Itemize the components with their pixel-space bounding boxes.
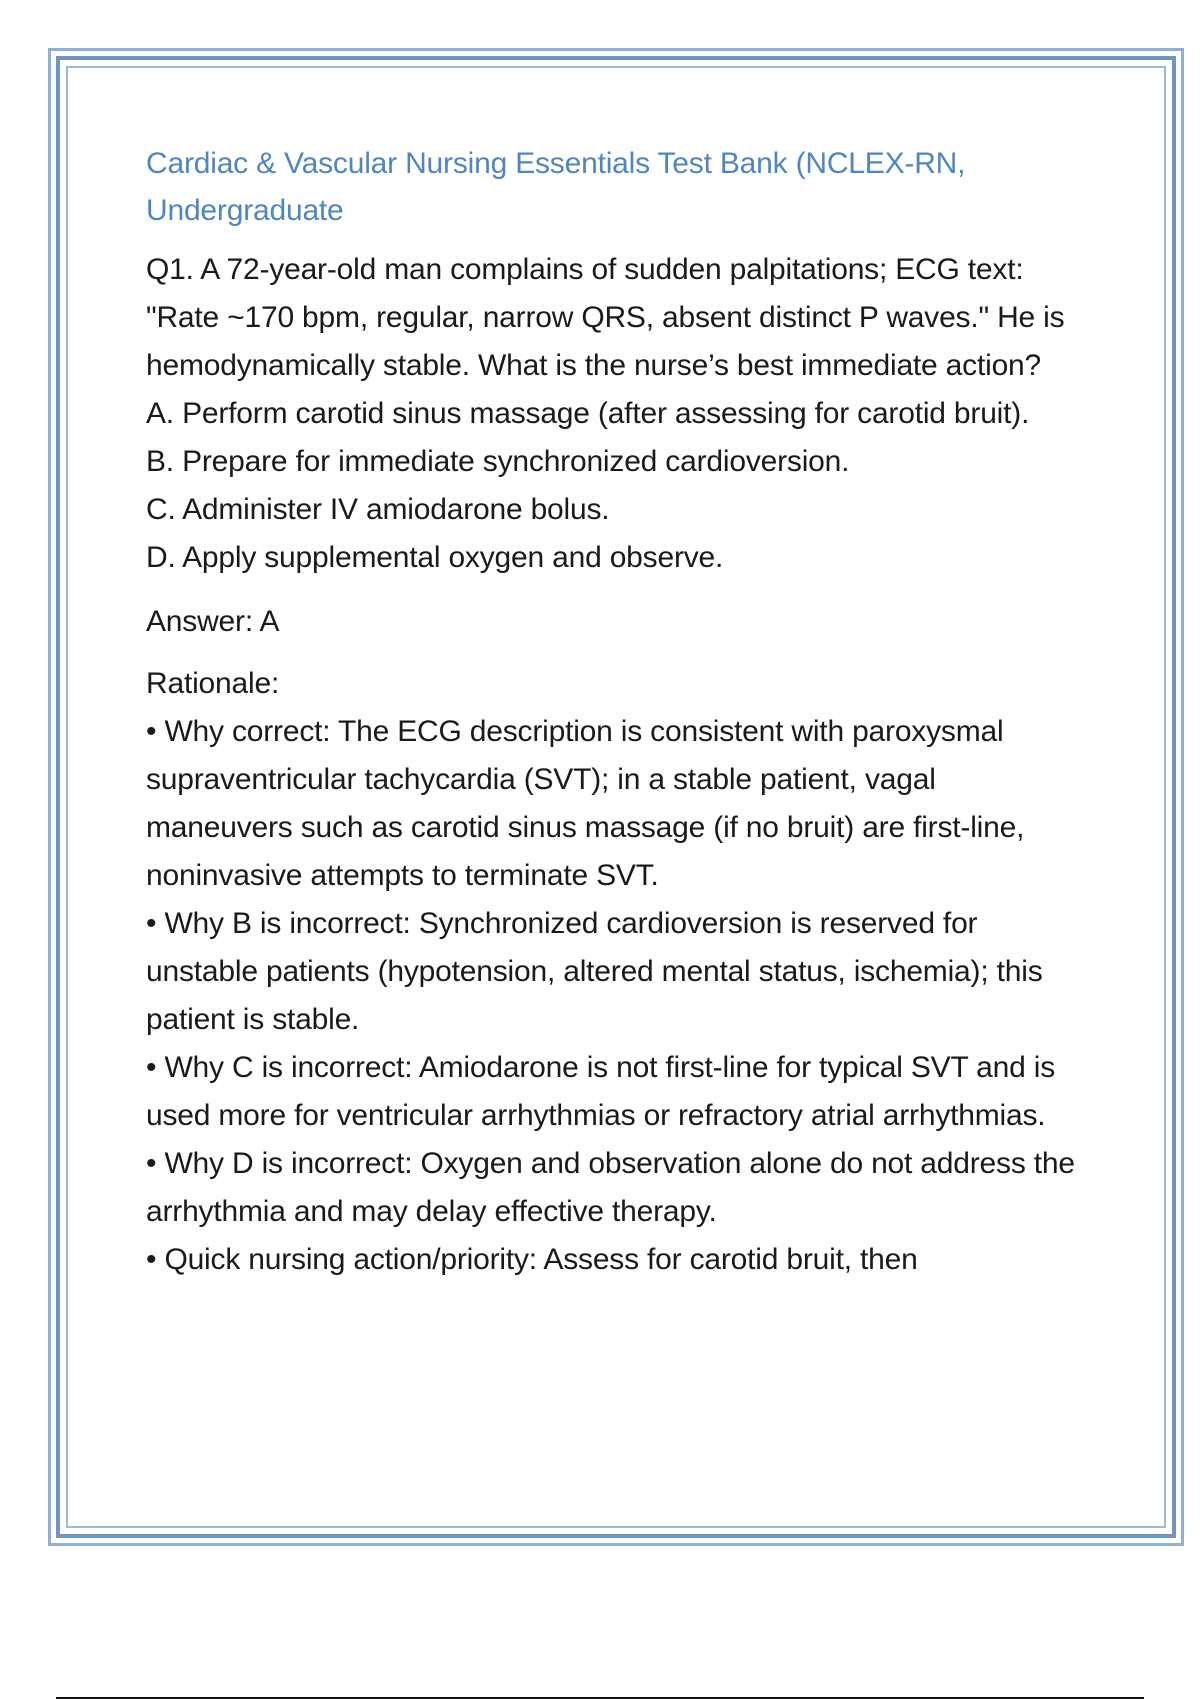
rationale-list	[146, 708, 1086, 1284]
rationale-quick-action: • Quick nursing action/priority: Assess for carotid bruit, then	[146, 1243, 918, 1276]
answer-key: Answer: A	[146, 605, 280, 638]
option-c: C. Administer IV amiodarone bolus.	[146, 493, 610, 526]
rationale-why-c-incorrect: • Why C is incorrect: Amiodarone is not first-line for typical SVT and is used more for ventricular arrhythmias or refractory atrial arrhythmias.	[146, 1051, 1056, 1132]
rationale-why-b-incorrect: • Why B is incorrect: Synchronized cardioversion is reserved for unstable patients (hypotension, altered mental status, ischemia); this patient is stable.	[146, 907, 1043, 1036]
bottom-divider	[56, 1697, 1144, 1699]
document-title: Cardiac & Vascular Nursing Essentials Test Bank (NCLEX-RN, Undergraduate	[146, 147, 966, 227]
option-a: A. Perform carotid sinus massage (after assessing for carotid bruit).	[146, 397, 1030, 430]
answer-options	[146, 390, 1086, 582]
rationale-why-correct: • Why correct: The ECG description is consistent with paroxysmal supraventricular tachycardia (SVT); in a stable patient, vagal maneuvers such as carotid sinus massage (if no bruit) are first-line, noninvasive attempts to terminate SVT.	[146, 715, 1025, 892]
document-content	[146, 140, 1086, 1284]
question-stem: Q1. A 72-year-old man complains of sudden palpitations; ECG text: "Rate ~170 bpm, regular, narrow QRS, absent distinct P waves." He is hemodynamically stable. What is the nurse’s best immediate action?	[146, 253, 1065, 382]
rationale-heading: Rationale:	[146, 667, 280, 700]
option-d: D. Apply supplemental oxygen and observe.	[146, 541, 724, 574]
rationale-why-d-incorrect: • Why D is incorrect: Oxygen and observation alone do not address the arrhythmia and may delay effective therapy.	[146, 1147, 1075, 1228]
option-b: B. Prepare for immediate synchronized cardioversion.	[146, 445, 850, 478]
